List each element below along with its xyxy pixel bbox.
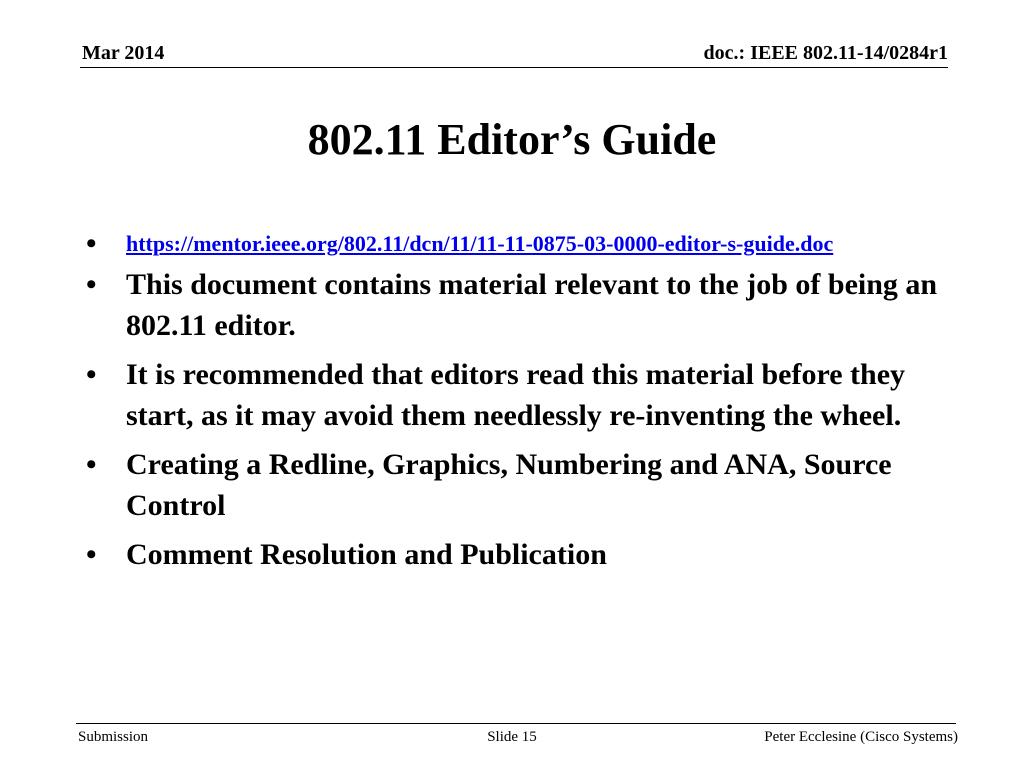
bullet-text: Comment Resolution and Publication bbox=[126, 538, 607, 571]
footer-slide-number: Slide 15 bbox=[487, 729, 537, 745]
header-divider bbox=[80, 67, 948, 68]
footer-author: Peter Ecclesine (Cisco Systems) bbox=[764, 729, 958, 745]
editors-guide-link[interactable]: https://mentor.ieee.org/802.11/dcn/11/11-11-0875-03-0000-editor-s-guide.doc bbox=[126, 231, 834, 256]
slide-title: 802.11 Editor’s Guide bbox=[307, 115, 717, 164]
bullet-item bbox=[86, 534, 946, 575]
footer-submission: Submission bbox=[78, 729, 149, 745]
bullet-text: Creating a Redline, Graphics, Numbering and ANA, Source Control bbox=[126, 448, 892, 522]
bullet-item bbox=[86, 444, 946, 526]
bullet-icon: • bbox=[86, 268, 97, 301]
bullet-item bbox=[86, 264, 946, 346]
bullet-item-link bbox=[86, 226, 946, 262]
bullet-icon: • bbox=[86, 358, 97, 391]
bullet-text: This document contains material relevant to the job of being an 802.11 editor. bbox=[126, 268, 938, 342]
bullet-item bbox=[86, 354, 946, 436]
bullet-list bbox=[86, 226, 946, 583]
footer-divider bbox=[76, 723, 956, 724]
bullet-icon: • bbox=[86, 227, 97, 260]
header-date: Mar 2014 bbox=[82, 42, 165, 64]
bullet-icon: • bbox=[86, 448, 97, 481]
bullet-icon: • bbox=[86, 538, 97, 571]
bullet-text: It is recommended that editors read this material before they start, as it may avoid them needlessly re-inventing the wheel. bbox=[126, 358, 906, 432]
header-doc-id: doc.: IEEE 802.11-14/0284r1 bbox=[703, 42, 948, 64]
